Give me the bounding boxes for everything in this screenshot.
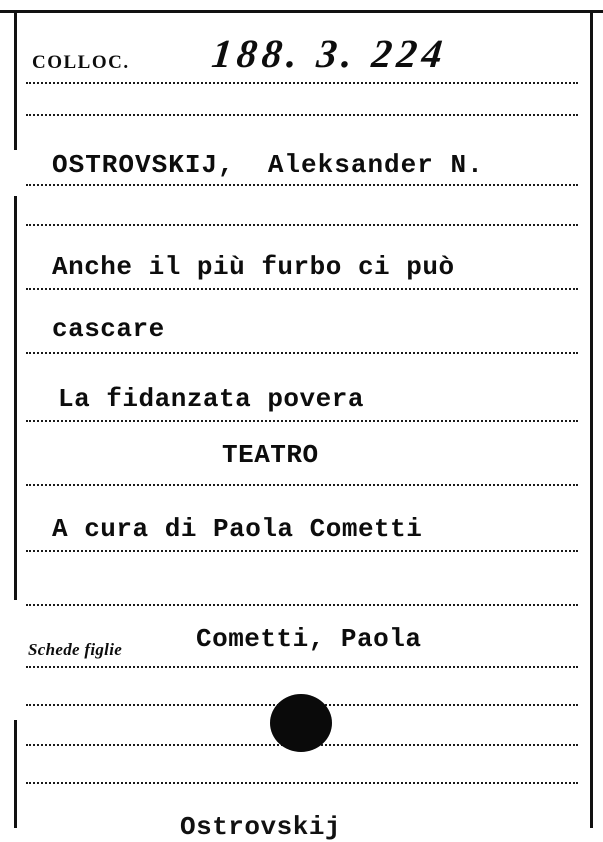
rule-line <box>26 82 578 84</box>
rule-line <box>26 666 578 668</box>
bottom-partial-text: Ostrovskij <box>180 812 342 842</box>
rule-line <box>26 224 578 226</box>
shelfmark-label: COLLOC. <box>32 52 130 73</box>
card-edge-notch-lower <box>12 600 19 720</box>
card-right-border <box>590 0 603 828</box>
card-top-border <box>0 0 603 13</box>
rule-line <box>26 420 578 422</box>
rule-line <box>26 114 578 116</box>
card-edge-notch-upper <box>12 150 19 196</box>
rule-line <box>26 184 578 186</box>
rule-line <box>26 550 578 552</box>
ink-blot-mark <box>270 694 332 752</box>
rule-line <box>26 604 578 606</box>
rule-line <box>26 782 578 784</box>
title-line-2: cascare <box>52 314 165 344</box>
title-line-1: Anche il più furbo ci può <box>52 252 455 282</box>
editor-statement: A cura di Paola Cometti <box>52 514 423 544</box>
rule-line <box>26 484 578 486</box>
title-line-3: La fidanzata povera <box>58 384 364 414</box>
genre-label: TEATRO <box>222 440 319 470</box>
author-heading: OSTROVSKIJ, Aleksander N. <box>52 150 484 180</box>
rule-line <box>26 352 578 354</box>
secondary-entry: Cometti, Paola <box>196 624 422 654</box>
child-cards-label: Schede figlie <box>28 640 123 659</box>
rule-line <box>26 288 578 290</box>
shelfmark-value: 188. 3. 224 <box>209 31 450 76</box>
